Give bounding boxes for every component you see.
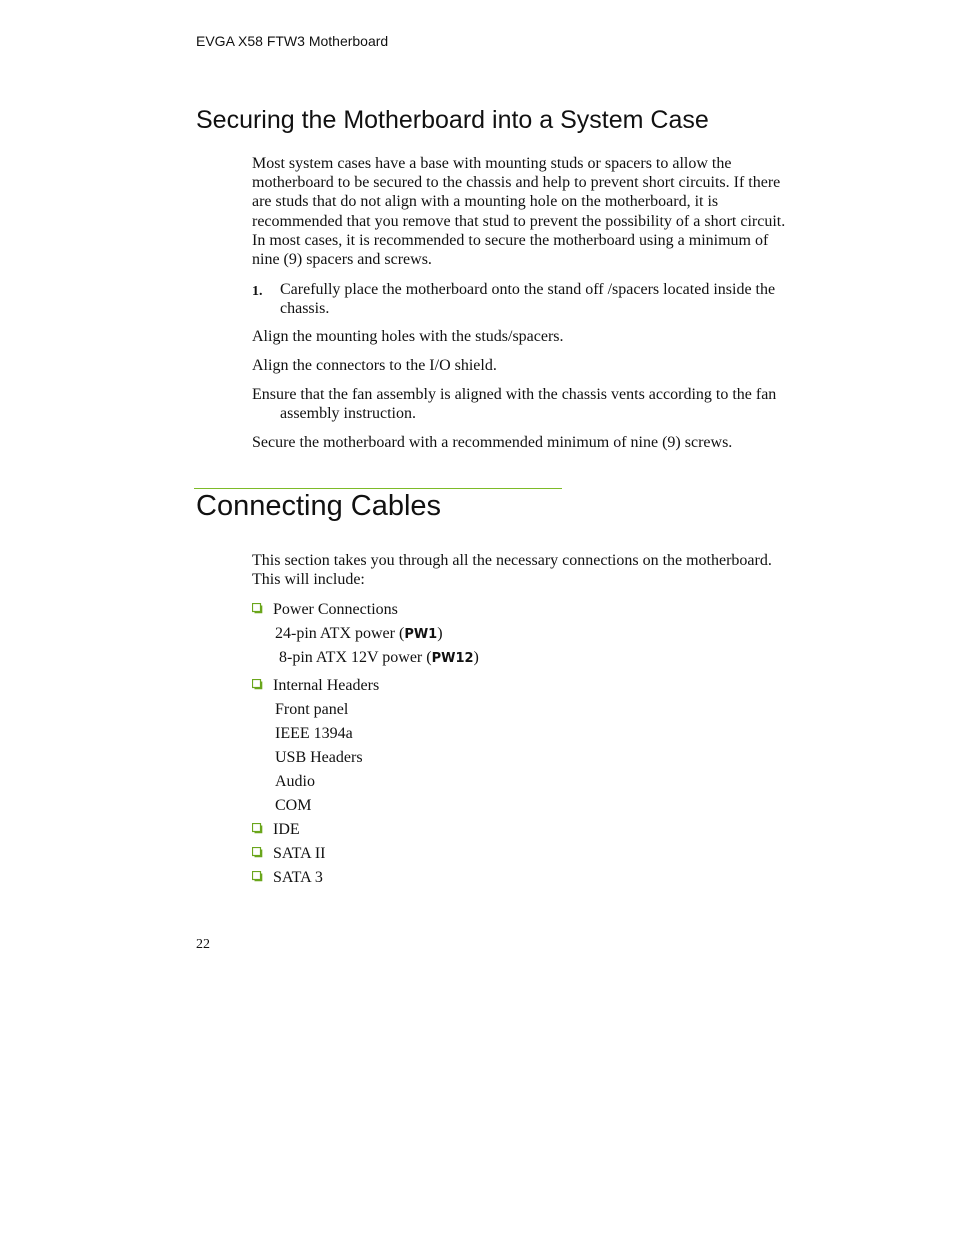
power-8pin-close: )	[473, 649, 479, 666]
section-heading-securing: Securing the Motherboard into a System Case	[196, 106, 709, 134]
step-text: Carefully place the motherboard onto the stand off /spacers located inside the chassis.	[280, 281, 776, 318]
power-24pin-text: 24-pin ATX power (	[275, 625, 405, 642]
internal-item-ieee1394a: IEEE 1394a	[275, 725, 353, 742]
securing-intro-paragraph: Most system cases have a base with mounting studs or spacers to allow the motherboard to be secured to the chassis and help to prevent short circuits. If there are studs that do not align with a mounting hole on the motherboard, it is recommended that you remove that stud to prevent the possibility of a short circuit. In most cases, it is recommended to secure the motherboard using a minimum of nine (9) spacers and screws.	[252, 155, 786, 269]
connector-code-pw1: PW1	[404, 627, 438, 642]
step-number: 1.	[252, 284, 263, 299]
bullet-ide: IDE	[273, 821, 300, 838]
internal-item-front-panel: Front panel	[275, 701, 349, 718]
checkbox-bullet-icon	[252, 871, 264, 883]
align-holes-line: Align the mounting holes with the studs/spacers.	[252, 328, 564, 345]
internal-item-com: COM	[275, 797, 312, 814]
power-8pin-item	[279, 648, 479, 668]
section-heading-cables: Connecting Cables	[196, 490, 442, 522]
checkbox-bullet-icon	[252, 679, 264, 691]
running-header: EVGA X58 FTW3 Motherboard	[196, 33, 389, 49]
align-connectors-line: Align the connectors to the I/O shield.	[252, 357, 497, 374]
internal-item-usb-headers: USB Headers	[275, 749, 363, 766]
bullet-sata-3: SATA 3	[273, 869, 323, 886]
bullet-sata-ii: SATA II	[273, 845, 326, 862]
power-24pin-item	[275, 624, 443, 644]
connector-code-pw12: PW12	[431, 651, 474, 666]
bullet-internal-headers: Internal Headers	[273, 677, 380, 694]
cables-intro-paragraph: This section takes you through all the necessary connections on the motherboard. This will include:	[252, 552, 772, 589]
power-8pin-text: 8-pin ATX 12V power (	[279, 649, 432, 666]
internal-item-audio: Audio	[275, 773, 315, 790]
section-divider-rule	[194, 488, 562, 489]
checkbox-bullet-icon	[252, 823, 264, 835]
page-number: 22	[196, 937, 210, 952]
checkbox-bullet-icon	[252, 847, 264, 859]
bullet-power-connections: Power Connections	[273, 601, 398, 618]
fan-assembly-line: Ensure that the fan assembly is aligned with the chassis vents according to the fan assembly instruction.	[252, 386, 777, 423]
secure-screws-line: Secure the motherboard with a recommended minimum of nine (9) screws.	[252, 434, 733, 451]
power-24pin-close: )	[437, 625, 443, 642]
checkbox-bullet-icon	[252, 603, 264, 615]
